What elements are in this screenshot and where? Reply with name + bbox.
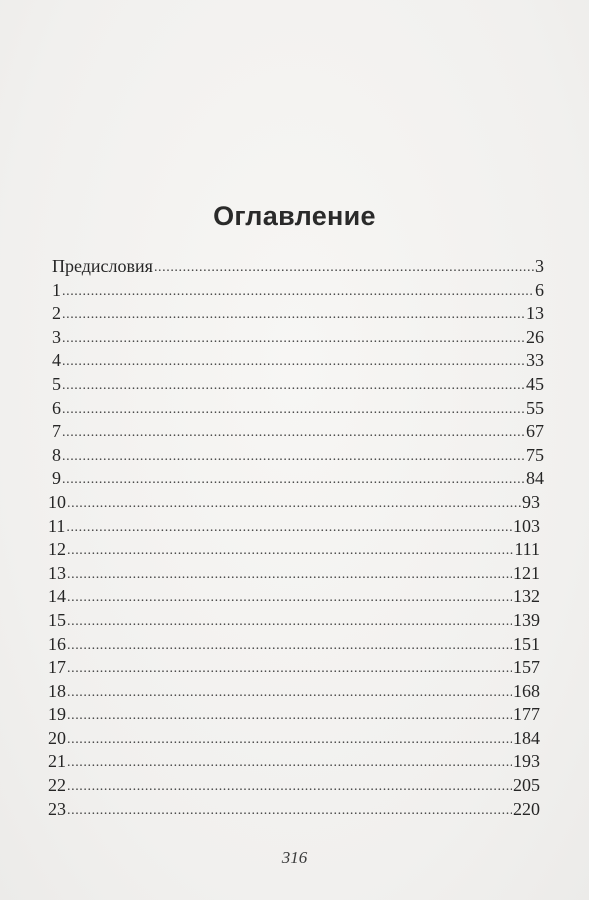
toc-page-number: 157 — [513, 657, 540, 678]
toc-label: 10 — [48, 491, 66, 512]
toc-label: 21 — [48, 751, 66, 772]
toc-row — [48, 491, 540, 515]
toc-page-number: 33 — [526, 350, 544, 371]
dot-leader — [67, 799, 512, 823]
toc-row — [48, 680, 540, 704]
toc-page-number: 103 — [513, 515, 540, 536]
toc-row — [52, 420, 544, 444]
toc-label: 2 — [52, 303, 61, 324]
toc-page-number: 84 — [526, 468, 544, 489]
toc-page-number: 13 — [526, 303, 544, 324]
toc-label: 16 — [48, 633, 66, 654]
dot-leader — [62, 398, 525, 422]
toc-page-number: 205 — [513, 775, 540, 796]
toc-label: 14 — [48, 586, 66, 607]
toc-label: 13 — [48, 562, 66, 583]
toc-row — [52, 349, 544, 373]
dot-leader — [67, 704, 512, 728]
toc-row — [48, 538, 540, 562]
toc-label: 12 — [48, 539, 66, 560]
toc-page-number: 184 — [513, 727, 540, 748]
toc-row — [48, 633, 540, 657]
dot-leader — [62, 303, 525, 327]
toc-label: 15 — [48, 609, 66, 630]
toc-row — [48, 774, 540, 798]
toc-label: 19 — [48, 704, 66, 725]
page-title: Оглавление — [213, 201, 376, 231]
dot-leader — [67, 563, 512, 587]
toc-label: 20 — [48, 727, 66, 748]
dot-leader — [62, 374, 525, 398]
dot-leader — [62, 468, 525, 492]
toc-page-number: 132 — [513, 586, 540, 607]
toc-label: 8 — [52, 444, 61, 465]
toc-page-number: 67 — [526, 421, 544, 442]
toc-page-number: 26 — [526, 326, 544, 347]
dot-leader — [67, 610, 512, 634]
page-number-footer: 316 — [281, 848, 308, 867]
dot-leader — [67, 657, 512, 681]
toc-label: 4 — [52, 350, 61, 371]
dot-leader — [67, 728, 512, 752]
toc-page-number: 55 — [526, 397, 544, 418]
toc-label: 1 — [52, 279, 61, 300]
toc-label: 23 — [48, 798, 66, 819]
dot-leader — [62, 421, 525, 445]
toc-page-number: 193 — [513, 751, 540, 772]
toc-label: 11 — [48, 515, 66, 536]
toc-label: 3 — [52, 326, 61, 347]
toc-label: 22 — [48, 775, 66, 796]
toc-page-number: 177 — [513, 704, 540, 725]
dot-leader — [67, 539, 513, 563]
toc-row — [52, 302, 544, 326]
toc-label: 7 — [52, 421, 61, 442]
toc-row — [52, 326, 544, 350]
dot-leader — [66, 516, 512, 540]
toc-row — [48, 703, 540, 727]
toc-row — [48, 798, 540, 822]
dot-leader — [62, 327, 525, 351]
toc-label: 6 — [52, 397, 61, 418]
toc-page-number: 93 — [522, 491, 540, 512]
toc-page-number: 168 — [513, 680, 540, 701]
toc-row — [48, 727, 540, 751]
dot-leader — [62, 350, 525, 374]
toc-row — [52, 397, 544, 421]
toc-label: 5 — [52, 373, 61, 394]
toc-page-number: 6 — [535, 279, 544, 300]
toc-page-number: 45 — [526, 373, 544, 394]
toc-page-number: 3 — [535, 256, 544, 276]
toc-row — [48, 609, 540, 633]
toc-label: 18 — [48, 680, 66, 701]
dot-leader — [154, 256, 534, 280]
dot-leader — [62, 280, 534, 304]
toc-row — [48, 750, 540, 774]
dot-leader — [67, 775, 512, 799]
toc-row — [48, 656, 540, 680]
toc-row — [52, 279, 544, 303]
dot-leader — [67, 681, 512, 705]
toc-row — [52, 255, 544, 279]
toc-row — [48, 585, 540, 609]
toc-row — [52, 444, 544, 468]
toc-row — [48, 515, 540, 539]
dot-leader — [67, 751, 512, 775]
dot-leader — [62, 445, 525, 469]
dot-leader — [67, 492, 521, 516]
toc-label: 17 — [48, 657, 66, 678]
toc-page-number: 111 — [514, 539, 540, 560]
toc-page-number: 121 — [513, 562, 540, 583]
toc-label: 9 — [52, 468, 61, 489]
toc-row — [52, 373, 544, 397]
toc-page-number: 151 — [513, 633, 540, 654]
toc-page-number: 139 — [513, 609, 540, 630]
dot-leader — [67, 634, 512, 658]
toc-row — [48, 562, 540, 586]
toc-page-number: 220 — [513, 798, 540, 819]
toc-label: Предисловия — [52, 256, 153, 276]
dot-leader — [67, 586, 512, 610]
toc-page-number: 75 — [526, 444, 544, 465]
toc-row — [52, 467, 544, 491]
table-of-contents — [48, 255, 544, 821]
